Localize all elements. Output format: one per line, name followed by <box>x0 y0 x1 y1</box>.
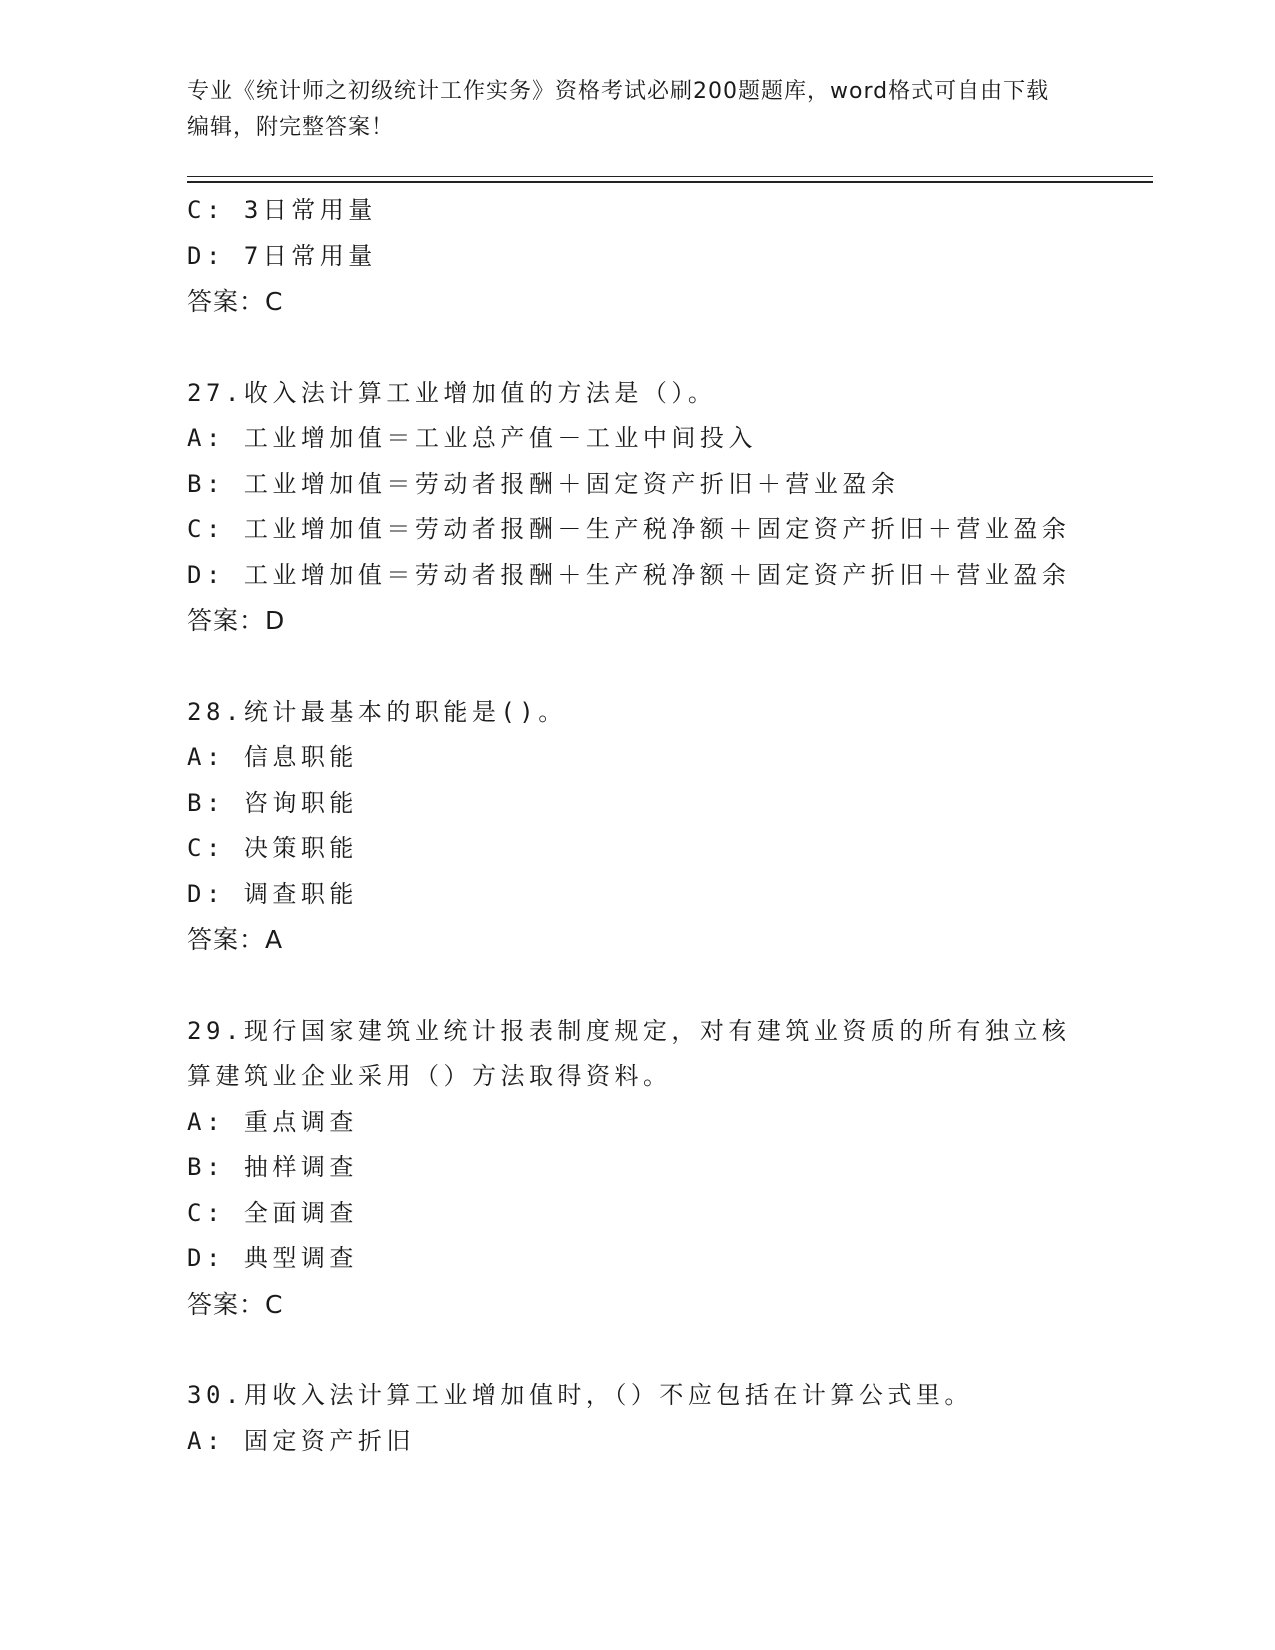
question-29 <box>187 1009 1153 1328</box>
question-title: 29.现行国家建筑业统计报表制度规定，对有建筑业资质的所有独立核算建筑业企业采用（）方法取得资料。 <box>187 1016 1071 1090</box>
question-content <box>187 188 1153 1464</box>
option-a: A: 固定资产折旧 <box>187 1426 415 1455</box>
question-title: 28.统计最基本的职能是()。 <box>187 697 567 726</box>
header-rule-thin <box>187 176 1153 177</box>
prev-question-tail <box>187 188 1153 325</box>
option-c: C: 全面调查 <box>187 1198 358 1227</box>
answer: 答案：D <box>187 606 286 635</box>
option-c: C: 工业增加值＝劳动者报酬－生产税净额＋固定资产折旧＋营业盈余 <box>187 515 1071 543</box>
document-header: 专业《统计师之初级统计工作实务》资格考试必刷200题题库，word格式可自由下载编辑，附完整答案！ <box>187 79 1050 140</box>
option-b: B: 咨询职能 <box>187 788 358 817</box>
option-d: D: 调查职能 <box>187 879 358 908</box>
answer: 答案：A <box>187 925 284 954</box>
option-c: C: 3日常用量 <box>187 196 377 224</box>
answer: 答案：C <box>187 287 284 316</box>
header-rule-thick <box>187 181 1153 183</box>
answer: 答案：C <box>187 1289 284 1319</box>
option-b: B: 工业增加值＝劳动者报酬＋固定资产折旧＋营业盈余 <box>187 469 900 498</box>
question-30 <box>187 1373 1153 1464</box>
option-a: A: 信息职能 <box>187 743 358 771</box>
option-b: B: 抽样调查 <box>187 1153 358 1181</box>
question-27 <box>187 371 1153 644</box>
question-title: 30.用收入法计算工业增加值时，（）不应包括在计算公式里。 <box>187 1381 973 1409</box>
option-d: D: 7日常用量 <box>187 241 377 270</box>
option-c: C: 决策职能 <box>187 834 358 862</box>
question-title: 27.收入法计算工业增加值的方法是（）。 <box>187 378 717 407</box>
option-d: D: 典型调查 <box>187 1244 358 1272</box>
question-28 <box>187 690 1153 963</box>
option-d: D: 工业增加值＝劳动者报酬＋生产税净额＋固定资产折旧＋营业盈余 <box>187 560 1071 589</box>
option-a: A: 重点调查 <box>187 1107 358 1136</box>
option-a: A: 工业增加值＝工业总产值－工业中间投入 <box>187 424 757 452</box>
